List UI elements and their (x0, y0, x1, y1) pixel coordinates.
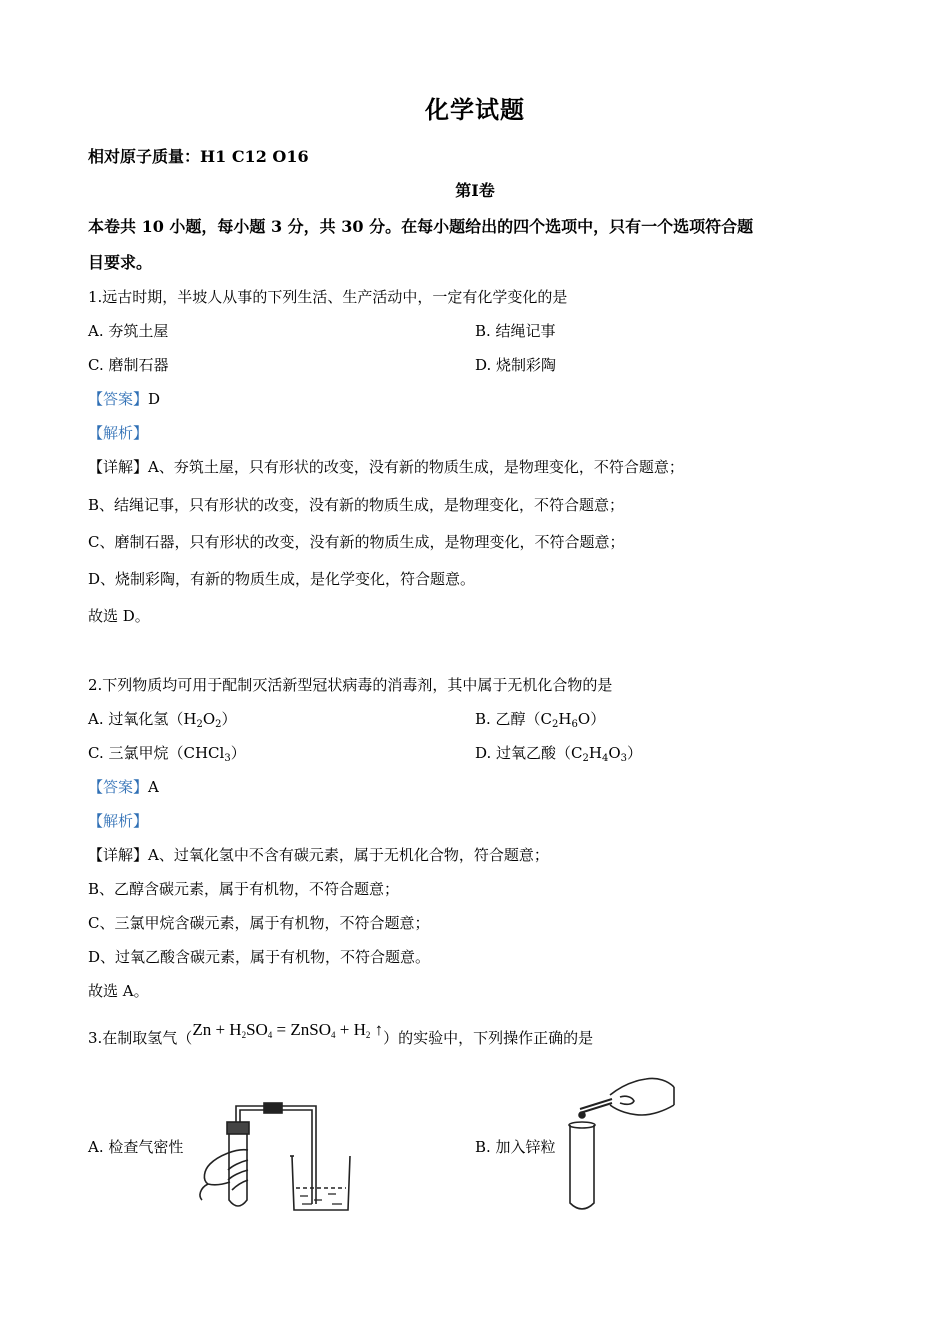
q2-detail-3: C、三氯甲烷含碳元素，属于有机物，不符合题意； (88, 914, 430, 932)
q2-detail-4: D、过氧乙酸含碳元素，属于有机物，不符合题意。 (88, 948, 431, 966)
q1-answer-line (88, 388, 160, 409)
atomic-mass-line: 相对原子质量：H1 C12 O16 (88, 147, 309, 166)
q1-detail-3: C、磨制石器，只有形状的改变，没有新的物质生成，是物理变化，不符合题意； (88, 533, 625, 551)
q1-stem: 1.远古时期，半坡人从事的下列生活、生产活动中，一定有化学变化的是 (88, 288, 568, 306)
q1-detail-1: 【详解】A、夯筑土屋，只有形状的改变，没有新的物质生成，是物理变化，不符合题意； (88, 458, 684, 476)
q3-option-b: B. 加入锌粒 (475, 1138, 556, 1156)
q2-answer: A (148, 778, 159, 796)
detail-tag: 【详解】 (88, 458, 149, 476)
q1-analysis-tag: 【解析】 (88, 424, 149, 442)
answer-tag: 【答案】 (88, 390, 149, 408)
q3-option-a: A. 检查气密性 (88, 1138, 184, 1156)
q1-detail-4: D、烧制彩陶，有新的物质生成，是化学变化，符合题意。 (88, 570, 476, 588)
q2-detail-2: B、乙醇含碳元素，属于有机物，不符合题意； (88, 880, 400, 898)
reaction-equation: $Zn + H_2SO_4$ = ZnSO$_4$ + $H_2$ ↑ (192, 1020, 384, 1040)
q2-answer-line (88, 776, 159, 797)
q2-option-b: B. 乙醇$(C_2H_6O)$ (475, 710, 606, 730)
part-label: 第Ⅰ卷 (455, 181, 495, 200)
q2-detail-1: 【详解】A、过氧化氢中不含有碳元素，属于无机化合物，符合题意； (88, 846, 549, 864)
q2-option-d: D. 过氧乙酸$(C_2H_4O_3)$ (475, 744, 643, 764)
q1-option-b: B. 结绳记事 (475, 322, 556, 340)
q2-analysis-tag: 【解析】 (88, 812, 149, 830)
q1-answer: D (148, 390, 161, 408)
instruction-line-1: 本卷共 10 小题，每小题 3 分，共 30 分。在每小题给出的四个选项中，只有一个选项符合题 (88, 217, 754, 236)
q2-option-a: A. 过氧化氢$(H_2O_2)$ (88, 710, 237, 730)
q3-stem: 3.在制取氢气（$Zn + H_2SO_4$ = ZnSO$_4$ + $H_2$ ↑）的实验中，下列操作正确的是 (88, 1020, 594, 1047)
q2-option-c: C. 三氯甲烷（CHCl$_3$） (88, 744, 246, 764)
q1-conclusion: 故选 D。 (88, 607, 150, 625)
q2-stem: 2.下列物质均可用于配制灭活新型冠状病毒的消毒剂，其中属于无机化合物的是 (88, 676, 613, 694)
q1-option-a: A. 夯筑土屋 (88, 322, 169, 340)
detail-tag: 【详解】 (88, 846, 149, 864)
q1-option-c: C. 磨制石器 (88, 356, 169, 374)
q2-conclusion: 故选 A。 (88, 982, 149, 1000)
airtightness-check-figure (196, 1100, 356, 1212)
instruction-line-2: 目要求。 (88, 253, 153, 272)
add-zinc-granules-figure (560, 1075, 680, 1215)
answer-tag: 【答案】 (88, 778, 149, 796)
q1-detail-2: B、结绳记事，只有形状的改变，没有新的物质生成，是物理变化，不符合题意； (88, 496, 625, 514)
page-title: 化学试题 (425, 95, 525, 124)
q1-option-d: D. 烧制彩陶 (475, 356, 557, 374)
